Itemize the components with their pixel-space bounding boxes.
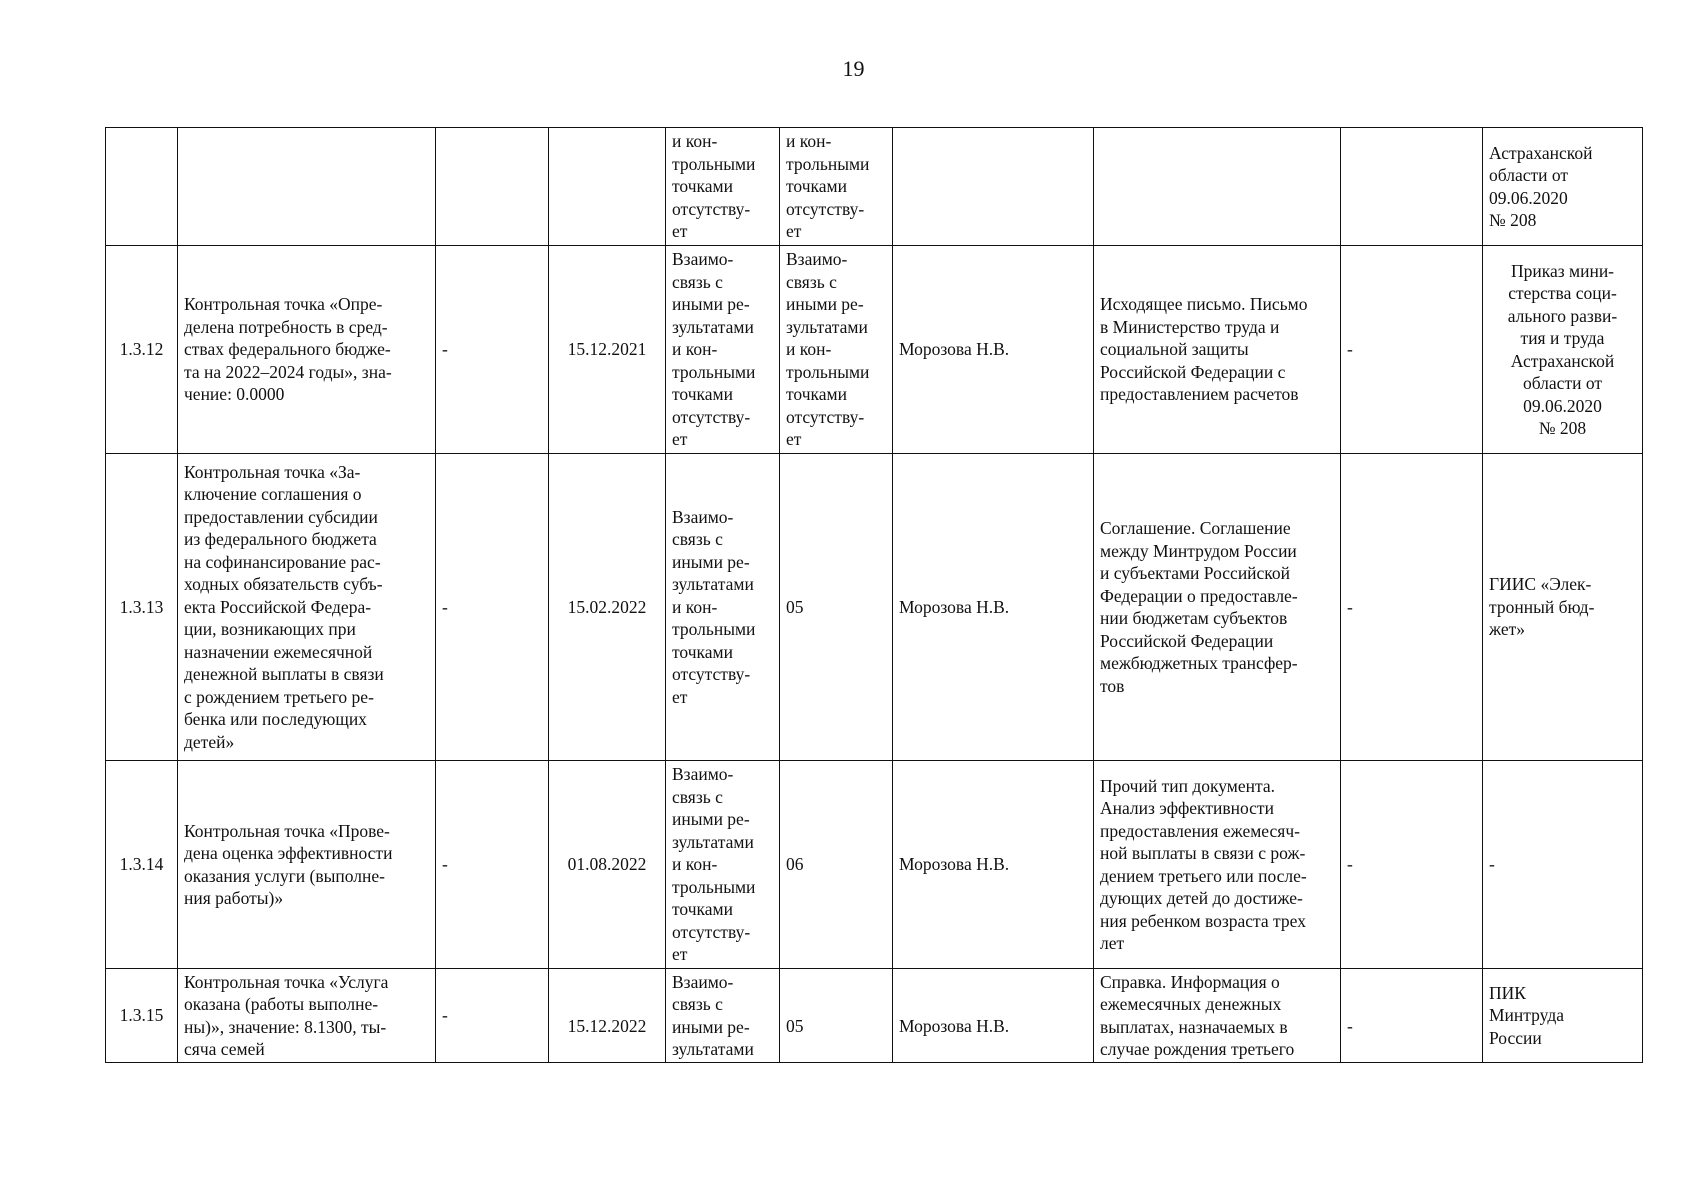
date-cell — [549, 128, 666, 246]
relation-cell-a: и кон- трольными точками отсутству- ет — [666, 128, 780, 246]
date-cell: 15.12.2022 — [549, 969, 666, 1063]
responsible-cell: Морозова Н.В. — [893, 454, 1094, 761]
column-3-cell: - — [436, 761, 549, 969]
basis-cell: ПИК Минтруда России — [1483, 969, 1643, 1063]
table-row — [106, 761, 1643, 969]
relation-cell-a: Взаимо- связь с иными ре- зультатами и кон- трольными точками отсутству- ет — [666, 454, 780, 761]
relation-cell-b: Взаимо- связь с иными ре- зультатами и кон- трольными точками отсутству- ет — [780, 246, 893, 454]
column-3-cell — [436, 128, 549, 246]
responsible-cell: Морозова Н.В. — [893, 969, 1094, 1063]
date-cell: 01.08.2022 — [549, 761, 666, 969]
relation-cell-a: Взаимо- связь с иными ре- зультатами и кон- трольными точками отсутству- ет — [666, 246, 780, 454]
basis-cell: Астраханской области от 09.06.2020 № 208 — [1483, 128, 1643, 246]
document-cell: Исходящее письмо. Письмо в Министерство труда и социальной защиты Российской Федерации с предоставлением расчетов — [1094, 246, 1341, 454]
control-point-name-cell — [178, 128, 436, 246]
relation-cell-a: Взаимо- связь с иными ре- зультатами — [666, 969, 780, 1063]
table-row — [106, 128, 1643, 246]
row-number-cell: 1.3.14 — [106, 761, 178, 969]
table-row — [106, 454, 1643, 761]
control-points-table — [105, 127, 1643, 1063]
basis-cell: - — [1483, 761, 1643, 969]
control-point-name-cell: Контрольная точка «Услуга оказана (работы выполне- ны)», значение: 8.1300, ты- сяча семей — [178, 969, 436, 1063]
table-row — [106, 246, 1643, 454]
row-number-cell: 1.3.15 — [106, 969, 178, 1063]
row-number-cell — [106, 128, 178, 246]
document-cell: Справка. Информация о ежемесячных денежных выплатах, назначаемых в случае рождения третьего — [1094, 969, 1341, 1063]
date-cell: 15.12.2021 — [549, 246, 666, 454]
row-number-cell: 1.3.13 — [106, 454, 178, 761]
control-point-name-cell: Контрольная точка «За- ключение соглашения о предоставлении субсидии из федерального бюджета на софинансирование рас- ходных обязательств субъ- екта Российской Федера- ции, возникающих при назначении ежемесячной денежной выплаты в связи с рождением третьего ре- бенка или последующих детей» — [178, 454, 436, 761]
date-cell: 15.02.2022 — [549, 454, 666, 761]
responsible-cell: Морозова Н.В. — [893, 761, 1094, 969]
document-cell: Прочий тип документа. Анализ эффективности предоставления ежемесяч- ной выплаты в связи с рож- дением третьего или после- дующих детей до достиже- ния ребенком возраста трех лет — [1094, 761, 1341, 969]
column-3-cell: - — [436, 969, 549, 1063]
responsible-cell — [893, 128, 1094, 246]
column-9-cell: - — [1341, 454, 1483, 761]
column-3-cell: - — [436, 246, 549, 454]
column-9-cell — [1341, 128, 1483, 246]
basis-cell: ГИИС «Элек- тронный бюд- жет» — [1483, 454, 1643, 761]
table-row — [106, 969, 1643, 1063]
relation-cell-b: 05 — [780, 454, 893, 761]
column-9-cell: - — [1341, 246, 1483, 454]
control-point-name-cell: Контрольная точка «Прове- дена оценка эффективности оказания услуги (выполне- ния работы)» — [178, 761, 436, 969]
column-3-cell: - — [436, 454, 549, 761]
document-cell: Соглашение. Соглашение между Минтрудом России и субъектами Российской Федерации о предоставле- нии бюджетам субъектов Российской Федерации межбюджетных трансфер- тов — [1094, 454, 1341, 761]
relation-cell-b: 05 — [780, 969, 893, 1063]
page-number: 19 — [842, 56, 865, 81]
relation-cell-a: Взаимо- связь с иными ре- зультатами и кон- трольными точками отсутству- ет — [666, 761, 780, 969]
document-cell — [1094, 128, 1341, 246]
relation-cell-b: и кон- трольными точками отсутству- ет — [780, 128, 893, 246]
responsible-cell: Морозова Н.В. — [893, 246, 1094, 454]
row-number-cell: 1.3.12 — [106, 246, 178, 454]
control-point-name-cell: Контрольная точка «Опре- делена потребность в сред- ствах федерального бюдже- та на 2022–2024 годы», зна- чение: 0.0000 — [178, 246, 436, 454]
relation-cell-b: 06 — [780, 761, 893, 969]
column-9-cell: - — [1341, 761, 1483, 969]
column-9-cell: - — [1341, 969, 1483, 1063]
basis-cell: Приказ мини- стерства соци- ального разви- тия и труда Астраханской области от 09.06.2020 № 208 — [1483, 246, 1643, 454]
